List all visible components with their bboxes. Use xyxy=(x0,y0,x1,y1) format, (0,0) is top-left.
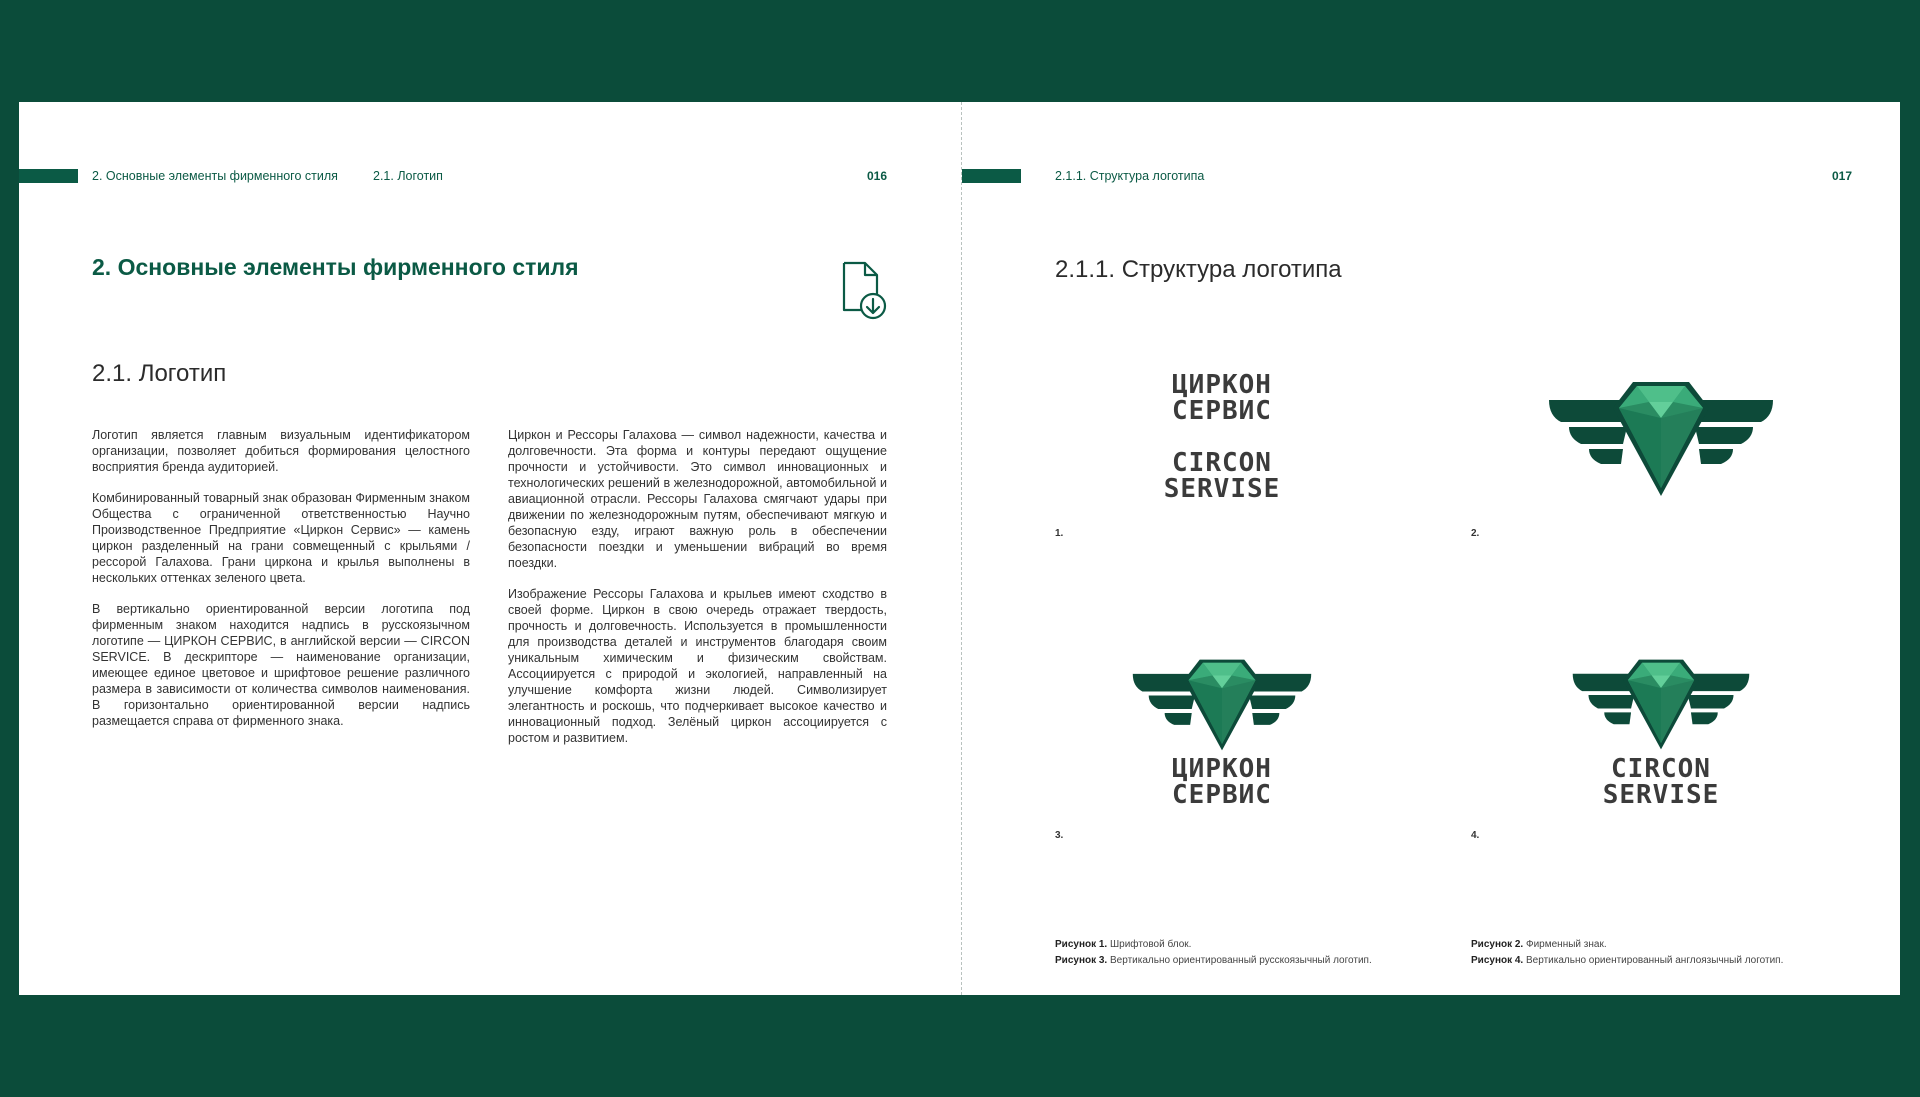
wordmark-ru-line1: ЦИРКОН xyxy=(1172,754,1272,784)
wordmark-ru-line2: СЕРВИС xyxy=(1172,780,1272,810)
figure-number: 2. xyxy=(1471,528,1480,539)
text-column-1 xyxy=(92,427,470,744)
breadcrumb-subsection: 2.1.1. Структура логотипа xyxy=(1055,169,1205,183)
caption-figure-4: Рисунок 4. Вертикально ориентированный англоязычный логотип. xyxy=(1471,955,1784,966)
wordmark-en xyxy=(1596,756,1726,808)
page-left xyxy=(19,102,961,995)
subsection-title: 2.1. Логотип xyxy=(92,360,227,387)
paragraph: Циркон и Рессоры Галахова — символ надежности, качества и долговечности. Эта форма и контуры передают ощущение прочности и устойчивости. Это символ инновационных и технологических решений в железнодорожной, автомобильной и авиационной отрасли. Рессоры Галахова смягчают удары при движении по железнодорожным путям, обеспечивают мягкую и безопасную езду, играют важную роль в обеспечении безопасности поездки и уменьшении вибраций во время поездки. xyxy=(508,428,887,570)
page-number: 016 xyxy=(867,169,888,183)
figure-number: 1. xyxy=(1055,528,1064,539)
caption-figure-3: Рисунок 3. Вертикально ориентированный русскоязычный логотип. xyxy=(1055,955,1372,966)
wordmark-en-line1: CIRCON xyxy=(1172,448,1272,478)
figure-number: 4. xyxy=(1471,830,1480,841)
running-header-bar xyxy=(962,169,1021,183)
download-document-icon[interactable] xyxy=(841,260,887,322)
paragraph: Логотип является главным визуальным идентификатором организации, позволяет добиться формирования целостного восприятия бренда аудиторией. xyxy=(92,428,470,474)
paragraph: В вертикально ориентированной версии логотипа под фирменным знаком находится надпись в русскоязычном логотипе — ЦИРКОН СЕРВИС, в английской версии — CIRCON SERVICE. В дескрипторе — наименование организации, имеющее единое цветовое и шрифтовое решение различного размера в зависимости от количества символов наименования. В горизонтально ориентированной версии надпись размещается справа от фирменного знака. xyxy=(92,602,470,728)
caption-figure-1: Рисунок 1. Шрифтовой блок. xyxy=(1055,939,1192,950)
brand-emblem-logo xyxy=(1566,658,1756,751)
subsection-title: 2.1.1. Структура логотипа xyxy=(1055,256,1342,283)
document-spread xyxy=(19,102,1900,995)
page-right xyxy=(962,102,1900,995)
wordmark-ru xyxy=(1157,756,1287,808)
wordmark-block xyxy=(1157,372,1287,502)
section-title: 2. Основные элементы фирменного стиля xyxy=(92,254,579,280)
wordmark-en-line1: CIRCON xyxy=(1611,754,1711,784)
paragraph: Изображение Рессоры Галахова и крыльев имеют сходство в своей форме. Циркон в свою очередь отражает твердость, прочность и долговечность. Используется в промышленности для производства деталей и инструментов благодаря своим уникальным химическим и физическим свойствам. Ассоциируется с природой и экологией, направленный на улучшение комфорта жизни людей. Символизирует элегантность и роскошь, что подчеркивает высокое качество и инновационный подход. Зелёный циркон ассоциируется с ростом и развитием. xyxy=(508,587,887,745)
figure-captions-right xyxy=(1471,937,1783,969)
breadcrumb-section: 2. Основные элементы фирменного стиля xyxy=(92,169,338,183)
paragraph: Комбинированный товарный знак образован Фирменным знаком Общества с ограниченной ответственностью Научно Производственное Предприятие «Циркон Сервис» — камень циркон разделенный на грани совмещенный с крыльями / рессорой Галахова. Грани циркона и крылья выполнены в нескольких оттенках зеленого цвета. xyxy=(92,491,470,585)
page-number: 017 xyxy=(1832,169,1853,183)
running-header-bar xyxy=(19,169,78,183)
wordmark-en-line2: SERVISE xyxy=(1602,780,1720,810)
brand-emblem-logo xyxy=(1126,658,1318,752)
wordmark-ru-line1: ЦИРКОН xyxy=(1172,370,1272,400)
wordmark-en-line2: SERVISE xyxy=(1163,474,1281,504)
breadcrumb-subsection: 2.1. Логотип xyxy=(373,169,443,183)
figure-captions-left xyxy=(1055,937,1372,969)
text-column-2 xyxy=(508,427,887,761)
caption-figure-2: Рисунок 2. Фирменный знак. xyxy=(1471,939,1607,950)
brand-emblem-logo xyxy=(1541,380,1781,498)
figure-number: 3. xyxy=(1055,830,1064,841)
wordmark-ru-line2: СЕРВИС xyxy=(1172,396,1272,426)
